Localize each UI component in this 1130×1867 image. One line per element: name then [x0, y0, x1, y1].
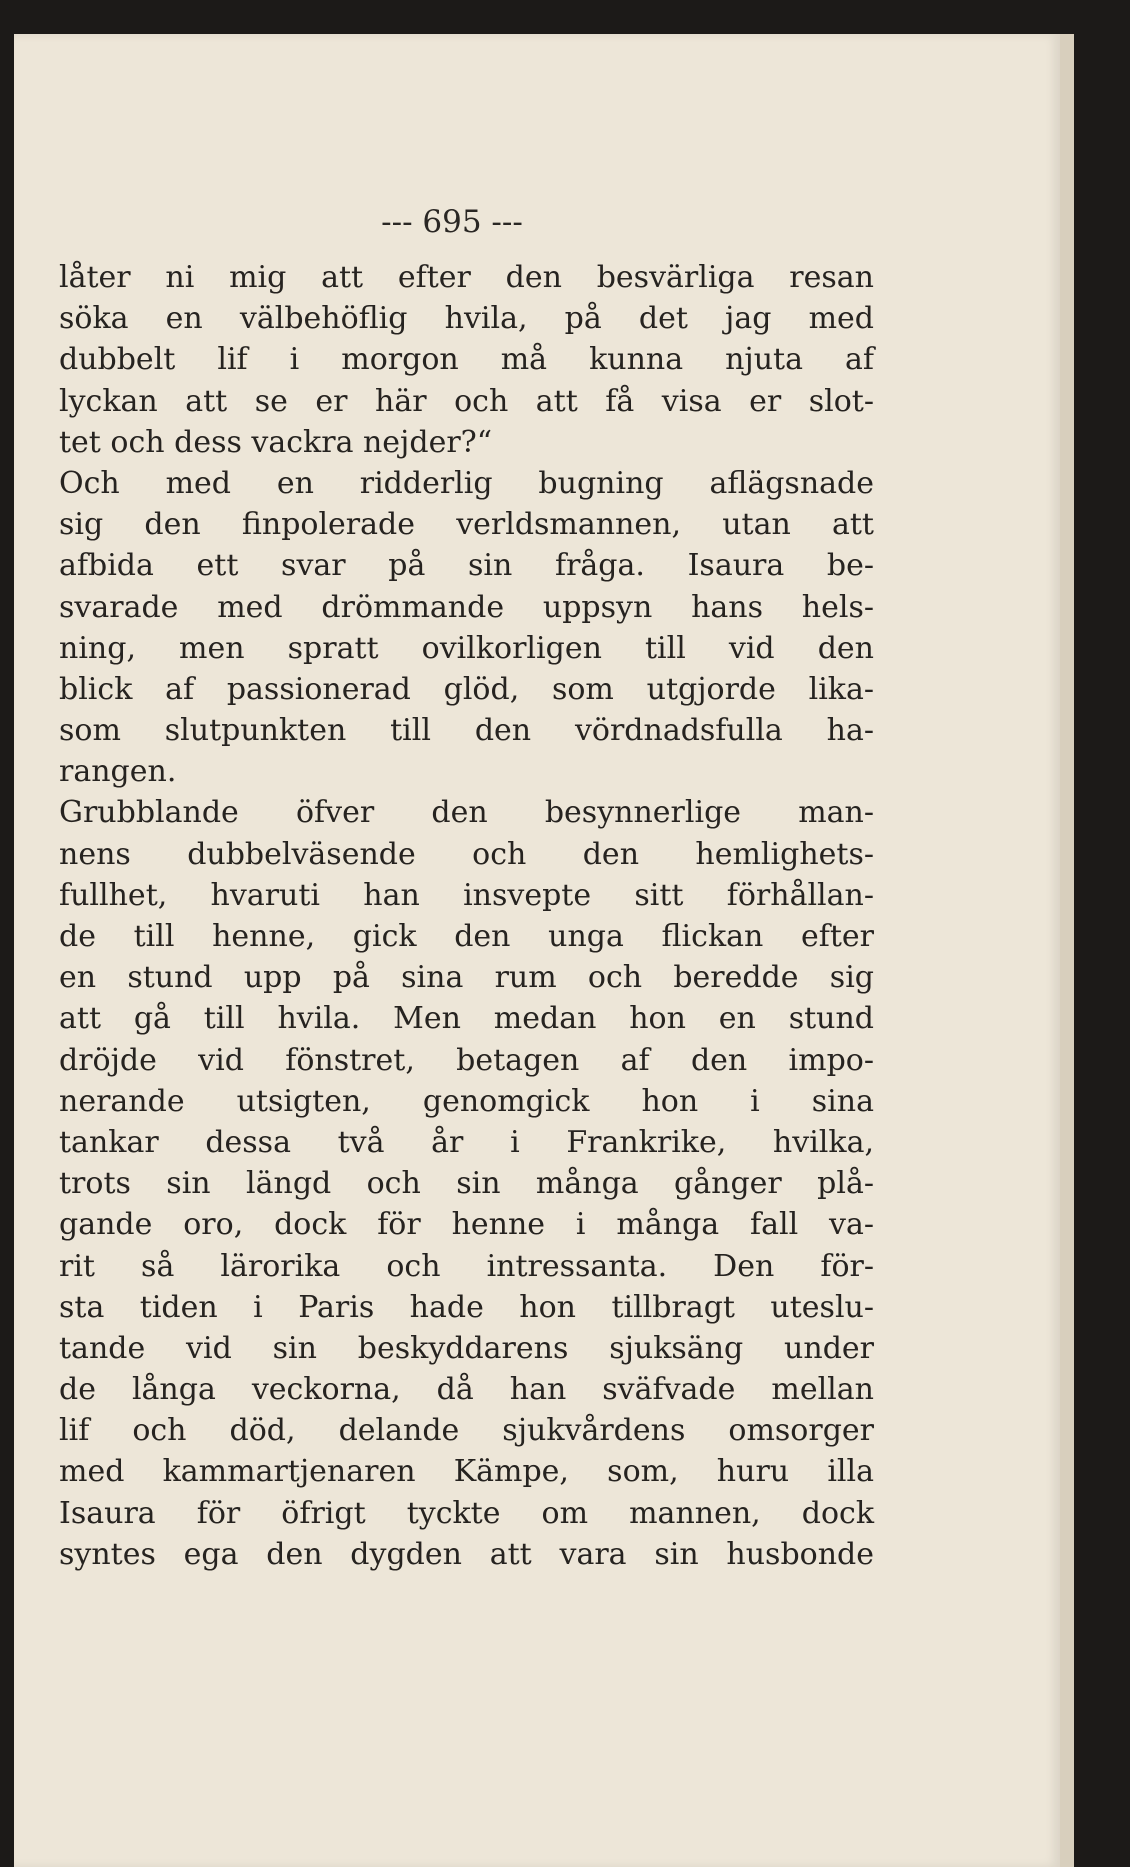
- text-line: gande oro, dock för henne i många fall va-: [59, 1207, 874, 1243]
- text-line: ning, men spratt ovilkorligen till vid den: [59, 630, 874, 666]
- text-line: nens dubbelväsende och den hemlighets-: [59, 836, 874, 872]
- text-line: rangen.: [59, 754, 177, 790]
- text-line: sta tiden i Paris hade hon tillbragt uteslu-: [59, 1289, 874, 1325]
- text-line: afbida ett svar på sin fråga. Isaura be-: [59, 548, 874, 584]
- text-line: Isaura för öfrigt tyckte om mannen, dock: [59, 1495, 874, 1531]
- text-line: tet och dess vackra nejder?“: [59, 424, 493, 460]
- text-line: söka en välbehöflig hvila, på det jag med: [59, 301, 874, 337]
- text-line: nerande utsigten, genomgick hon i sina: [59, 1083, 874, 1119]
- text-line: rit så lärorika och intressanta. Den för-: [59, 1248, 874, 1284]
- text-line: trots sin längd och sin många gånger plå-: [59, 1166, 874, 1202]
- text-line: låter ni mig att efter den besvärliga resan: [59, 260, 874, 295]
- text-line: fullhet, hvaruti han insvepte sitt förhållan-: [59, 877, 874, 913]
- text-line: att gå till hvila. Men medan hon en stund: [59, 1001, 874, 1037]
- text-line: Och med en ridderlig bugning aflägsnade: [59, 465, 874, 501]
- text-line: lif och död, delande sjukvårdens omsorger: [59, 1413, 874, 1449]
- text-line: som slutpunkten till den vördnadsfulla ha-: [59, 713, 874, 749]
- text-line: med kammartjenaren Kämpe, som, huru illa: [59, 1454, 874, 1490]
- text-line: syntes ega den dygden att vara sin husbonde: [59, 1536, 874, 1572]
- text-line: tankar dessa två år i Frankrike, hvilka,: [59, 1124, 874, 1160]
- page-edge: [1060, 34, 1074, 1867]
- text-line: tande vid sin beskyddarens sjuksäng under: [59, 1330, 874, 1366]
- text-line: Grubblande öfver den besynnerlige man-: [59, 795, 874, 831]
- book-page: [14, 34, 1060, 1867]
- page-body-text: [59, 257, 874, 1575]
- text-line: de långa veckorna, då han sväfvade mellan: [59, 1372, 874, 1408]
- text-line: en stund upp på sina rum och beredde sig: [59, 960, 874, 996]
- page-number: --- 695 ---: [381, 204, 523, 240]
- text-line: blick af passionerad glöd, som utgjorde lika-: [59, 671, 874, 707]
- text-line: sig den finpolerade verldsmannen, utan att: [59, 507, 874, 543]
- text-line: svarade med drömmande uppsyn hans hels-: [59, 589, 874, 625]
- text-line: dubbelt lif i morgon må kunna njuta af: [59, 342, 874, 378]
- text-line: de till henne, gick den unga flickan efter: [59, 919, 874, 954]
- text-line: lyckan att se er här och att få visa er slot-: [59, 383, 874, 419]
- text-line: dröjde vid fönstret, betagen af den impo-: [59, 1042, 874, 1078]
